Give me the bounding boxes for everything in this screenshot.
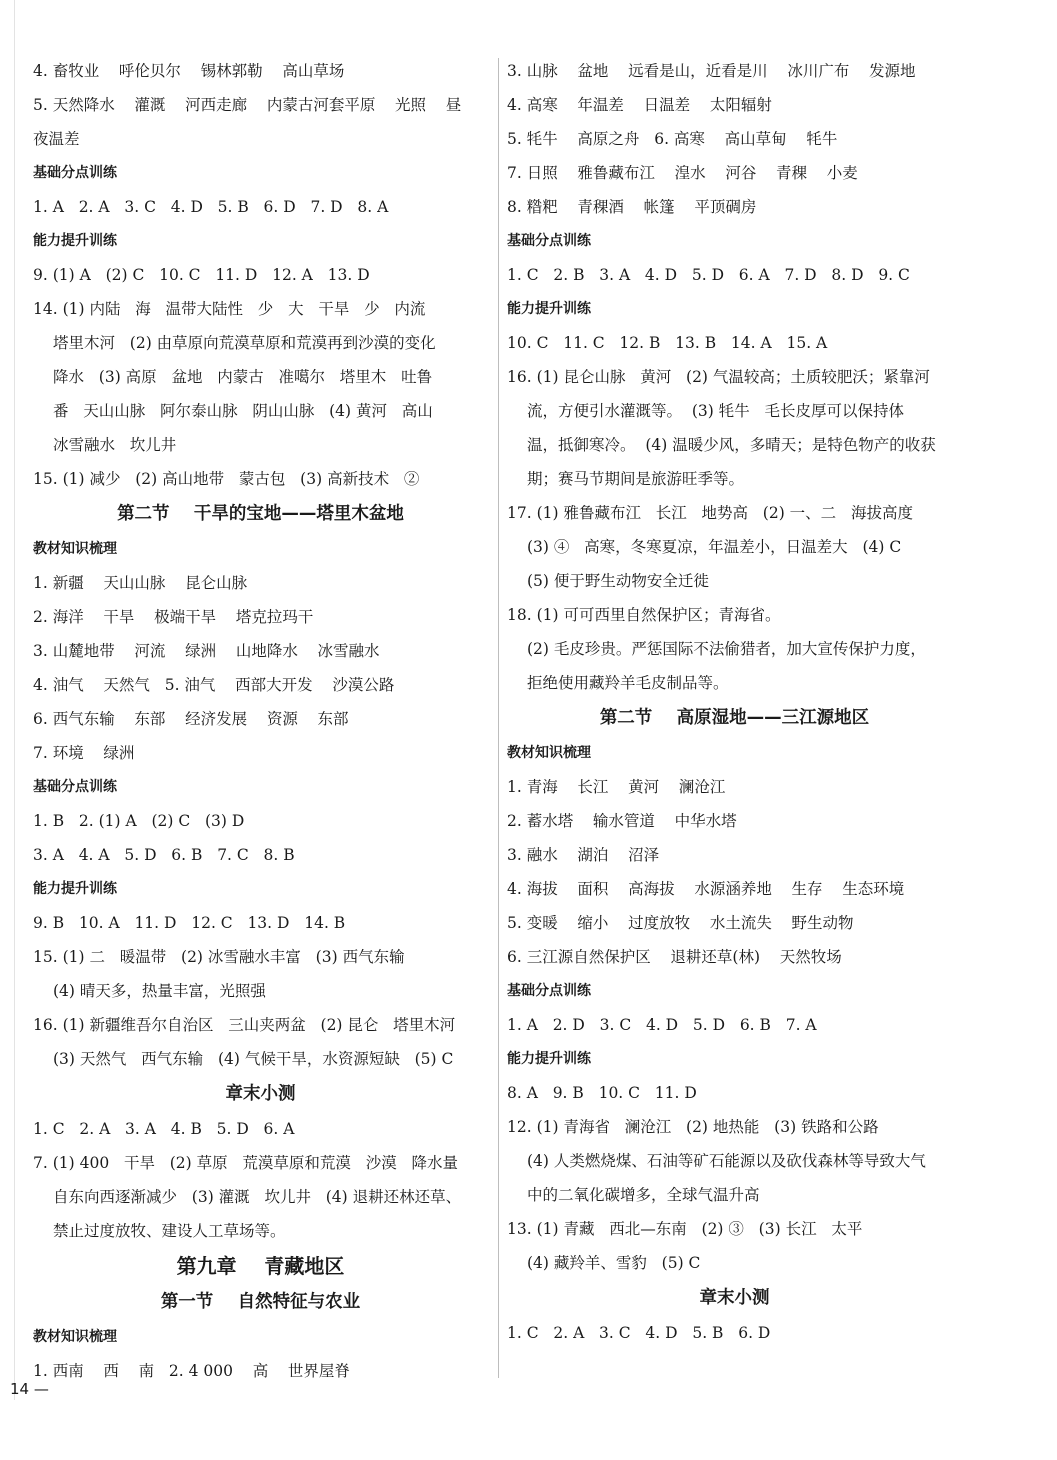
answer-line: 番 天山山脉 阿尔泰山脉 阴山山脉 (4) 黄河 高山 bbox=[53, 402, 433, 420]
answer-line: 1. 西南 西 南 2. 4 000 高 世界屋脊 bbox=[33, 1362, 350, 1380]
page-number: 14 — bbox=[10, 1380, 49, 1398]
section-subheading: 基础分点训练 bbox=[507, 983, 591, 999]
answer-line: (3) ④ 高寒，冬寒夏凉，年温差小，日温差大 (4) C bbox=[527, 538, 902, 556]
answer-line: 14. (1) 内陆 海 温带大陆性 少 大 干旱 少 内流 bbox=[33, 300, 426, 318]
section-subheading: 基础分点训练 bbox=[33, 779, 117, 795]
answer-line: 18. (1) 可可西里自然保护区；青海省。 bbox=[507, 606, 781, 624]
answer-line: 1. C 2. B 3. A 4. D 5. D 6. A 7. D 8. D 9. C bbox=[507, 266, 910, 284]
answer-line: 1. A 2. A 3. C 4. D 5. B 6. D 7. D 8. A bbox=[33, 198, 389, 216]
answer-line: 1. 新疆 天山山脉 昆仑山脉 bbox=[33, 574, 248, 592]
answer-line: 7. 环境 绿洲 bbox=[33, 744, 135, 762]
answer-line: (5) 便于野生动物安全迁徙 bbox=[527, 572, 709, 590]
section-subheading: 基础分点训练 bbox=[507, 233, 591, 249]
answer-line: 拒绝使用藏羚羊毛皮制品等。 bbox=[527, 674, 729, 692]
answer-line: 夜温差 bbox=[33, 130, 80, 148]
answer-line: 17. (1) 雅鲁藏布江 长江 地势高 (2) 一、二 海拔高度 bbox=[507, 504, 913, 522]
answer-line: 7. 日照 雅鲁藏布江 湟水 河谷 青稞 小麦 bbox=[507, 164, 858, 182]
answer-line: 2. 海洋 干旱 极端干旱 塔克拉玛干 bbox=[33, 608, 314, 626]
answer-line: 3. 山麓地带 河流 绿洲 山地降水 冰雪融水 bbox=[33, 642, 380, 660]
answer-line: 8. 糌粑 青稞酒 帐篷 平顶碉房 bbox=[507, 198, 757, 216]
answer-line: 1. B 2. (1) A (2) C (3) D bbox=[33, 812, 245, 830]
answer-line: 5. 天然降水 灌溉 河西走廊 内蒙古河套平原 光照 昼 bbox=[33, 96, 462, 114]
answer-line: 1. A 2. D 3. C 4. D 5. D 6. B 7. A bbox=[507, 1016, 817, 1034]
answer-line: 16. (1) 新疆维吾尔自治区 三山夹两盆 (2) 昆仑 塔里木河 bbox=[33, 1016, 456, 1034]
answer-line: 7. (1) 400 干旱 (2) 草原 荒漠草原和荒漠 沙漠 降水量 bbox=[33, 1154, 458, 1172]
answer-line: 15. (1) 二 暖温带 (2) 冰雪融水丰富 (3) 西气东输 bbox=[33, 948, 405, 966]
answer-line: 8. A 9. B 10. C 11. D bbox=[507, 1084, 697, 1102]
answer-line: 9. (1) A (2) C 10. C 11. D 12. A 13. D bbox=[33, 266, 370, 284]
answer-line: 5. 变暖 缩小 过度放牧 水土流失 野生动物 bbox=[507, 914, 854, 932]
answer-line: 期；赛马节期间是旅游旺季等。 bbox=[527, 470, 745, 488]
section-subheading: 教材知识梳理 bbox=[507, 745, 591, 761]
answer-line: 禁止过度放牧、建设人工草场等。 bbox=[53, 1222, 286, 1240]
answer-line: 2. 蓄水塔 输水管道 中华水塔 bbox=[507, 812, 737, 830]
answer-line: (2) 毛皮珍贵。严惩国际不法偷猎者，加大宣传保护力度， bbox=[527, 640, 926, 658]
section-subheading: 能力提升训练 bbox=[33, 233, 117, 249]
binding-edge bbox=[0, 0, 15, 1400]
section-heading: 章末小测 bbox=[699, 1288, 770, 1308]
section-heading: 第二节 高原湿地——三江源地区 bbox=[599, 708, 870, 728]
answer-line: 3. 山脉 盆地 远看是山，近看是川 冰川广布 发源地 bbox=[507, 62, 916, 80]
answer-line: 4. 畜牧业 呼伦贝尔 锡林郭勒 高山草场 bbox=[33, 62, 345, 80]
answer-line: 降水 (3) 高原 盆地 内蒙古 准噶尔 塔里木 吐鲁 bbox=[53, 368, 433, 386]
column-divider bbox=[498, 58, 499, 1378]
answer-line: 10. C 11. C 12. B 13. B 14. A 15. A bbox=[507, 334, 828, 352]
answer-line: 温，抵御寒冷。 (4) 温暖少风，多晴天；是特色物产的收获 bbox=[527, 436, 936, 454]
answer-line: (4) 藏羚羊、雪豹 (5) C bbox=[527, 1254, 701, 1272]
answer-line: 3. 融水 湖泊 沼泽 bbox=[507, 846, 660, 864]
answer-line: 4. 油气 天然气 5. 油气 西部大开发 沙漠公路 bbox=[33, 676, 395, 694]
answer-line: (4) 人类燃烧煤、石油等矿石能源以及砍伐森林等导致大气 bbox=[527, 1152, 926, 1170]
section-heading: 第二节 干旱的宝地——塔里木盆地 bbox=[117, 504, 404, 524]
section-subheading: 能力提升训练 bbox=[507, 301, 591, 317]
section-subheading: 教材知识梳理 bbox=[33, 541, 117, 557]
answer-line: 1. 青海 长江 黄河 澜沧江 bbox=[507, 778, 726, 796]
answer-line: 4. 海拔 面积 高海拔 水源涵养地 生存 生态环境 bbox=[507, 880, 905, 898]
answer-line: 12. (1) 青海省 澜沧江 (2) 地热能 (3) 铁路和公路 bbox=[507, 1118, 879, 1136]
answer-line: (4) 晴天多，热量丰富，光照强 bbox=[53, 982, 266, 1000]
answer-line: 流，方便引水灌溉等。 (3) 牦牛 毛长皮厚可以保持体 bbox=[527, 402, 905, 420]
answer-line: (3) 天然气 西气东输 (4) 气候干旱，水资源短缺 (5) C bbox=[53, 1050, 454, 1068]
section-heading: 第一节 自然特征与农业 bbox=[160, 1292, 361, 1312]
answer-line: 16. (1) 昆仑山脉 黄河 (2) 气温较高；土质较肥沃；紧靠河 bbox=[507, 368, 930, 386]
answer-line: 塔里木河 (2) 由草原向荒漠草原和荒漠再到沙漠的变化 bbox=[53, 334, 436, 352]
section-heading: 章末小测 bbox=[225, 1084, 296, 1104]
answer-line: 3. A 4. A 5. D 6. B 7. C 8. B bbox=[33, 846, 295, 864]
section-subheading: 教材知识梳理 bbox=[33, 1329, 117, 1345]
answer-line: 自东向西逐渐减少 (3) 灌溉 坎儿井 (4) 退耕还林还草、 bbox=[53, 1188, 462, 1206]
answer-line: 15. (1) 减少 (2) 高山地带 蒙古包 (3) 高新技术 ② bbox=[33, 470, 420, 488]
section-subheading: 基础分点训练 bbox=[33, 165, 117, 181]
answer-line: 4. 高寒 年温差 日温差 太阳辐射 bbox=[507, 96, 772, 114]
left-column bbox=[33, 54, 488, 1388]
answer-line: 1. C 2. A 3. C 4. D 5. B 6. D bbox=[507, 1324, 771, 1342]
answer-line: 冰雪融水 坎儿井 bbox=[53, 436, 177, 454]
answer-line: 5. 牦牛 高原之舟 6. 高寒 高山草甸 牦牛 bbox=[507, 130, 838, 148]
answer-line: 中的二氧化碳增多，全球气温升高 bbox=[527, 1186, 760, 1204]
answer-line: 9. B 10. A 11. D 12. C 13. D 14. B bbox=[33, 914, 346, 932]
chapter-heading: 第九章 青藏地区 bbox=[176, 1254, 345, 1278]
section-subheading: 能力提升训练 bbox=[507, 1051, 591, 1067]
answer-line: 1. C 2. A 3. A 4. B 5. D 6. A bbox=[33, 1120, 295, 1138]
right-column bbox=[507, 54, 962, 1350]
answer-line: 13. (1) 青藏 西北—东南 (2) ③ (3) 长江 太平 bbox=[507, 1220, 863, 1238]
answer-line: 6. 三江源自然保护区 退耕还草(林) 天然牧场 bbox=[507, 948, 842, 966]
answer-line: 6. 西气东输 东部 经济发展 资源 东部 bbox=[33, 710, 349, 728]
section-subheading: 能力提升训练 bbox=[33, 881, 117, 897]
